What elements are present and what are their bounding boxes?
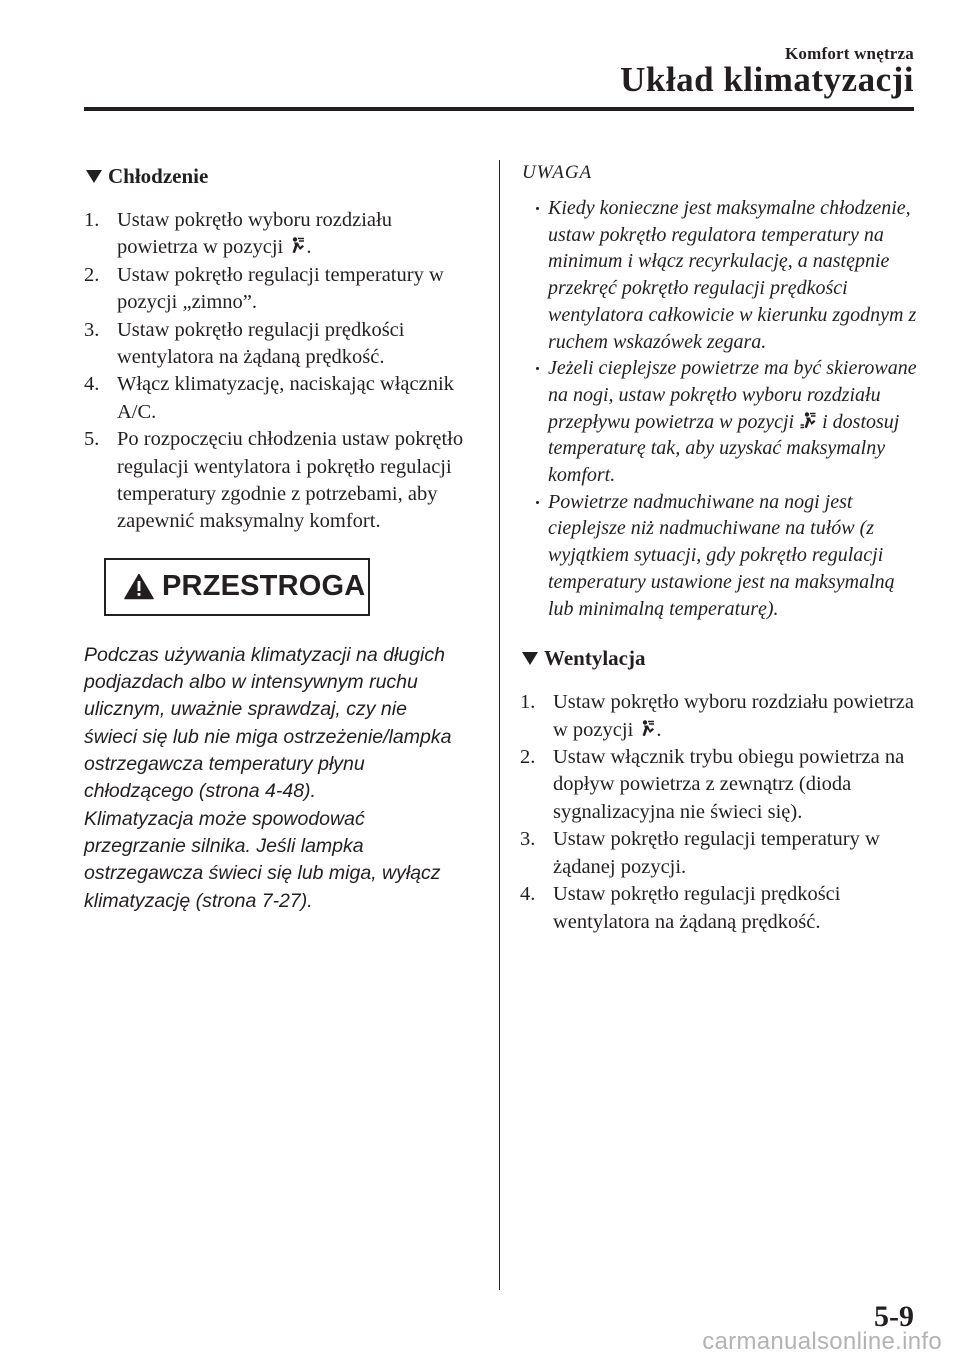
bi-level-vent-icon	[800, 412, 816, 430]
triangle-bullet-icon	[522, 652, 538, 665]
step-number: 5.	[84, 428, 100, 451]
column-divider	[499, 160, 500, 1290]
step-number: 1.	[520, 691, 536, 714]
step-text: Ustaw pokrętło regulacji prędkości wentylatora na żądaną prędkość.	[117, 318, 405, 369]
step-number: 2.	[520, 746, 536, 769]
step-number: 3.	[520, 828, 536, 851]
caution-box	[104, 558, 370, 616]
cooling-heading-text: Chłodzenie	[108, 163, 209, 188]
ventilation-heading-text: Wentylacja	[544, 645, 646, 670]
step-text: Włącz klimatyzację, naciskając włącznik A/C.	[117, 373, 454, 423]
cooling-step	[84, 207, 466, 262]
cooling-step	[84, 426, 466, 536]
caution-line: podjazdach albo w intensywnym ruchu	[84, 671, 418, 694]
right-column	[520, 162, 918, 936]
header-rule	[84, 107, 914, 111]
caution-text	[84, 642, 466, 915]
step-text: Ustaw pokrętło regulacji temperatury w pozycji „zimno”.	[117, 263, 444, 314]
cooling-step	[84, 371, 466, 426]
note-text: Jeżeli cieplejsze powietrze ma być skierowane na nogi, ustaw pokrętło wyboru rozdziału przepływu powietrza w pozycji	[548, 357, 917, 433]
cooling-steps	[84, 207, 466, 536]
step-text: Ustaw pokrętło wyboru rozdziału powietrza w pozycji	[117, 209, 392, 259]
section-name: Komfort wnętrza	[784, 44, 914, 63]
bullet-dot-icon	[536, 367, 539, 370]
step-text-end: .	[656, 718, 662, 741]
triangle-bullet-icon	[86, 170, 102, 183]
cooling-step	[84, 317, 466, 372]
face-vent-icon	[289, 237, 305, 255]
ventilation-step	[520, 689, 918, 744]
ventilation-steps	[520, 689, 918, 936]
step-number: 4.	[84, 373, 100, 396]
ventilation-step	[520, 881, 918, 936]
face-vent-icon	[639, 720, 655, 738]
caution-line: klimatyzację (strona 7-27).	[84, 889, 313, 912]
watermark[interactable]: carmanualsonline.info	[702, 1328, 942, 1355]
caution-line: Podczas używania klimatyzacji na długich	[84, 643, 445, 666]
step-number: 4.	[520, 883, 536, 906]
caution-line: chłodzącego (strona 4-48).	[84, 780, 316, 803]
chapter-title: Układ klimatyzacji	[620, 60, 914, 99]
note-text: Kiedy konieczne jest maksymalne chłodzenie, ustaw pokrętło regulatora temperatury na minimum i włącz recyrkulację, a następnie przekręć pokrętło regulacji prędkości wentylatora całkowicie w kierunku zgodnym z ruchem wskazówek zegara.	[548, 197, 917, 353]
ventilation-step	[520, 826, 918, 881]
step-text: Ustaw włącznik trybu obiegu powietrza na dopływ powietrza z zewnątrz (dioda sygnalizacyjna nie świeci się).	[553, 746, 905, 823]
bullet-dot-icon	[536, 207, 539, 210]
ventilation-step	[520, 744, 918, 826]
step-text-end: .	[306, 236, 312, 259]
caution-line: przegrzanie silnika. Jeśli lampka	[84, 834, 364, 857]
note-list	[520, 195, 918, 622]
note-item	[520, 355, 918, 489]
caution-line: ostrzegawcza temperatury płynu	[84, 753, 365, 776]
note-text: Powietrze nadmuchiwane na nogi jest cieplejsze niż nadmuchiwane na tułów (z wyjątkiem sytuacji, gdy pokrętło regulacji temperatury ustawione jest na maksymalną lub minimalną temperaturę).	[548, 490, 895, 620]
note-item	[520, 489, 918, 623]
caution-line: ulicznym, uważnie sprawdzaj, czy nie	[84, 698, 407, 721]
page-number: 5-9	[874, 1300, 914, 1333]
step-text: Po rozpoczęciu chłodzenia ustaw pokrętło regulacji wentylatora i pokrętło regulacji temperatury zgodnie z potrzebami, aby zapewnić maksymalny komfort.	[117, 428, 464, 533]
note-title: UWAGA	[522, 162, 593, 183]
warning-triangle-icon	[124, 573, 154, 600]
cooling-heading	[84, 162, 466, 190]
step-number: 2.	[84, 263, 100, 286]
step-text: Ustaw pokrętło wyboru rozdziału powietrza w pozycji	[553, 691, 914, 741]
step-number: 3.	[84, 318, 100, 341]
step-text: Ustaw pokrętło regulacji temperatury w żądanej pozycji.	[553, 828, 880, 878]
cooling-step	[84, 262, 466, 317]
note-item	[520, 195, 918, 355]
bullet-dot-icon	[536, 501, 539, 504]
left-column	[84, 162, 466, 915]
caution-line: Klimatyzacja może spowodować	[84, 807, 365, 830]
caution-label: PRZESTROGA	[162, 570, 366, 603]
caution-line: świeci się lub nie miga ostrzeżenie/lampka	[84, 725, 452, 748]
note-text-end: i dostosuj temperaturę tak, aby uzyskać maksymalny komfort.	[548, 410, 900, 487]
ventilation-heading	[520, 644, 918, 672]
step-number: 1.	[84, 209, 100, 231]
caution-line: ostrzegawcza świeci się lub miga, wyłącz	[84, 862, 441, 885]
step-text: Ustaw pokrętło regulacji prędkości wentylatora na żądaną prędkość.	[553, 883, 841, 933]
